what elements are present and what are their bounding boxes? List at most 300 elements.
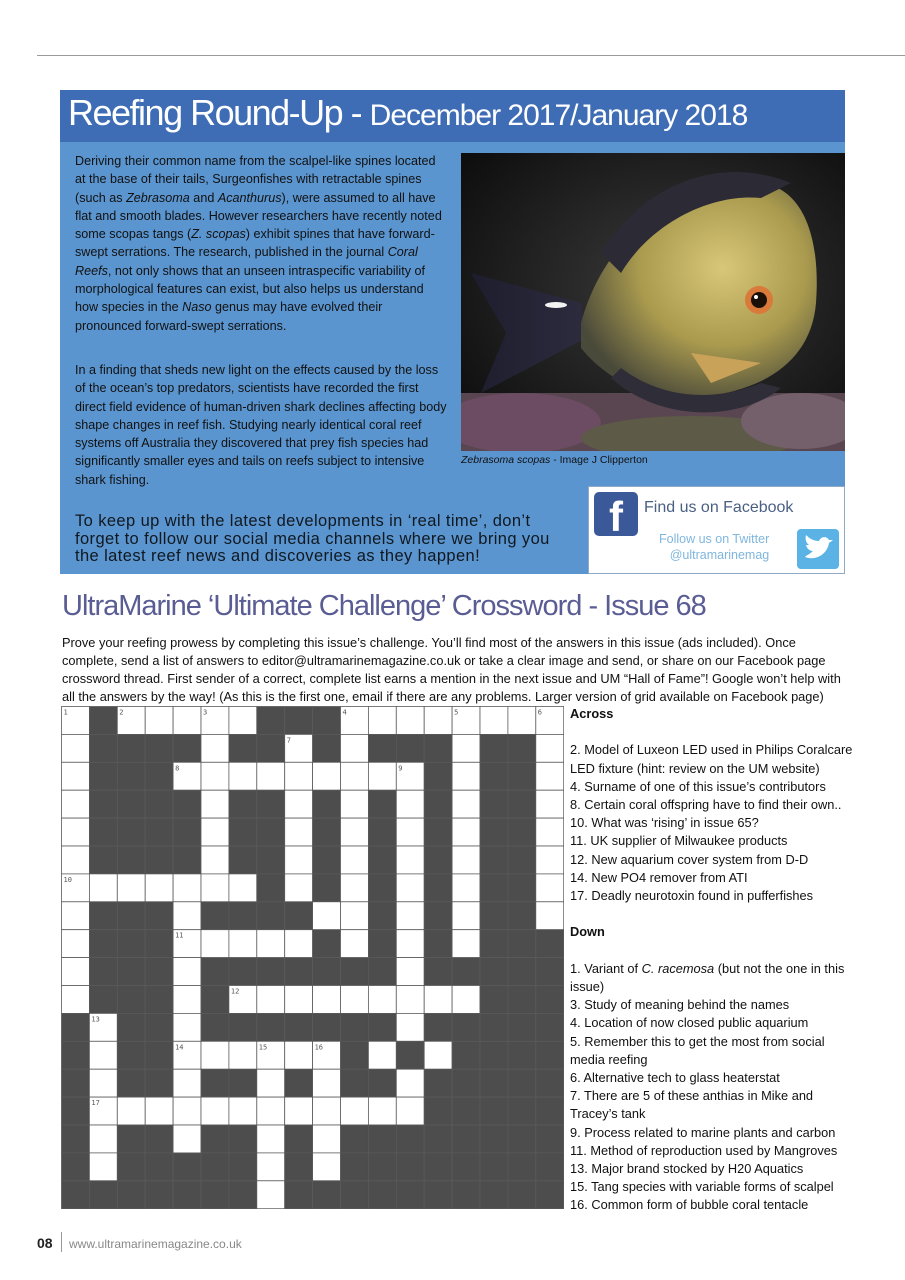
crossword-title: UltraMarine ‘Ultimate Challenge’ Crossword - Issue 68 [62,590,706,622]
grid-cell[interactable] [173,958,201,986]
grid-block [145,762,173,790]
grid-cell[interactable] [285,1097,313,1125]
grid-block [145,958,173,986]
grid-cell[interactable] [452,874,480,902]
grid-block [229,1013,257,1041]
grid-block [117,986,145,1014]
grid-cell[interactable] [396,986,424,1014]
grid-cell[interactable] [313,1097,341,1125]
across-clue: 8. Certain coral offspring have to find their own.. [570,797,842,812]
grid-cell[interactable] [201,1041,229,1069]
grid-cell[interactable] [89,1069,117,1097]
grid-block [145,1069,173,1097]
grid-block [424,1097,452,1125]
grid-cell[interactable] [62,846,90,874]
grid-block [89,902,117,930]
grid-block [89,930,117,958]
grid-block [424,958,452,986]
grid-block [313,818,341,846]
grid-block [62,1097,90,1125]
grid-block [117,958,145,986]
grid-block [508,930,536,958]
down-heading: Down [570,924,605,940]
grid-cell[interactable] [62,762,90,790]
grid-cell[interactable] [396,846,424,874]
grid-block [257,734,285,762]
grid-cell[interactable] [536,874,564,902]
caption-species: Zebrasoma scopas [461,454,551,466]
grid-cell[interactable] [173,1013,201,1041]
grid-cell[interactable] [257,930,285,958]
grid-block [536,1069,564,1097]
grid-block [285,1153,313,1181]
across-clue: 14. New PO4 remover from ATI [570,869,748,885]
roundup-paragraph-surgeonfish: Deriving their common name from the scalpel-like spines located at the base of their tails, Surgeonfishes with retractable spines (such as Zebrasoma and Acanthurus), were assumed to all have flat and smooth blades. However researchers have recently noted some scopas tangs (Z. scopas) exhibit spines that have forward-swept serrations. The research, published in the journal Coral Reefs, not only shows that an unseen intraspecific variability of morphological features can exist, but also helps us understand how species in the Naso genus may have evolved their pronounced forward-swept serrations. [75,154,442,333]
grid-block [89,846,117,874]
grid-block [368,846,396,874]
grid-block [424,818,452,846]
grid-block [536,1041,564,1069]
grid-block [396,1153,424,1181]
grid-block [145,986,173,1014]
grid-cell[interactable] [62,958,90,986]
grid-cell[interactable] [396,707,424,735]
grid-cell[interactable] [368,1041,396,1069]
grid-cell[interactable] [452,790,480,818]
grid-cell[interactable] [536,902,564,930]
grid-cell[interactable] [368,1097,396,1125]
grid-block [285,1013,313,1041]
grid-block [173,790,201,818]
grid-cell[interactable] [452,734,480,762]
grid-cell[interactable] [173,707,201,735]
grid-block [313,734,341,762]
grid-block [480,986,508,1014]
grid-cell[interactable] [257,1125,285,1153]
social-links-box[interactable] [588,486,845,574]
grid-cell[interactable] [89,874,117,902]
grid-block [424,1069,452,1097]
grid-cell[interactable] [396,1097,424,1125]
grid-cell[interactable] [285,762,313,790]
grid-block [480,1097,508,1125]
down-clue: 6. Alternative tech to glass heaterstat [570,1070,780,1086]
grid-block [341,1041,369,1069]
grid-block [201,1069,229,1097]
crossword-intro: Prove your reefing prowess by completing this issue’s challenge. You’ll find most of the answers in this issue (ads included). Once complete, send a list of answers to editor@ultramarinemagazine.co.uk or take a clear image and send, or share on our Facebook page crossword thread. First sender of a correct, complete list earns a mention in the next issue and UM “Hall of Fame”! Google won’t help with all the answers by the way! (As this is the first one, email if there are any problems. Larger version of grid available on Facebook page) [62,635,841,704]
grid-block [313,1013,341,1041]
grid-cell[interactable] [536,790,564,818]
grid-block [508,762,536,790]
roundup-title [68,92,747,134]
grid-cell[interactable] [257,1153,285,1181]
grid-block [201,958,229,986]
grid-block [536,1153,564,1181]
grid-block [396,734,424,762]
grid-cell[interactable] [508,707,536,735]
grid-cell[interactable] [62,734,90,762]
grid-clue-number: 5 [454,708,459,717]
grid-cell[interactable] [396,902,424,930]
grid-block [536,1097,564,1125]
grid-cell[interactable] [341,846,369,874]
roundup-title-text: Reefing Round-Up - [68,92,370,133]
grid-cell[interactable] [396,1013,424,1041]
grid-block [424,902,452,930]
grid-cell[interactable] [536,818,564,846]
grid-block [201,1181,229,1209]
twitter-follow-text: Follow us on Twitter [659,532,770,546]
down-clue: 9. Process related to marine plants and carbon [570,1124,836,1140]
grid-block [285,958,313,986]
grid-block [201,902,229,930]
grid-block [480,1181,508,1209]
grid-cell[interactable] [452,902,480,930]
grid-cell[interactable] [452,930,480,958]
grid-cell[interactable] [424,986,452,1014]
across-clue: 11. UK supplier of Milwaukee products [570,833,788,849]
grid-cell[interactable] [341,902,369,930]
grid-clue-number: 1 [63,708,68,717]
grid-cell[interactable] [452,986,480,1014]
down-clue-list [570,960,860,1215]
grid-block [424,930,452,958]
grid-block [173,1153,201,1181]
grid-block [89,1181,117,1209]
grid-block [480,930,508,958]
grid-block [480,1041,508,1069]
down-clue: 11. Method of reproduction used by Mangroves [570,1142,838,1158]
grid-block [117,1013,145,1041]
across-clue: 2. Model of Luxeon LED used in Philips Coralcare LED fixture (hint: review on the UM website) [570,742,853,776]
grid-cell[interactable] [341,762,369,790]
grid-block [368,1153,396,1181]
grid-block [508,958,536,986]
find-us-on-facebook[interactable]: Find us on Facebook [644,499,794,516]
grid-cell[interactable] [396,958,424,986]
grid-cell[interactable] [285,790,313,818]
grid-block [117,818,145,846]
grid-cell[interactable] [173,1097,201,1125]
grid-block [313,1181,341,1209]
down-clue: 4. Location of now closed public aquarium [570,1015,809,1031]
grid-block [508,986,536,1014]
grid-block [145,818,173,846]
grid-block [536,930,564,958]
grid-block [536,1125,564,1153]
grid-cell[interactable] [145,874,173,902]
grid-cell[interactable] [62,790,90,818]
grid-block [117,762,145,790]
grid-cell[interactable] [536,762,564,790]
grid-block [341,1013,369,1041]
grid-block [508,874,536,902]
grid-cell[interactable] [173,902,201,930]
grid-cell[interactable] [368,986,396,1014]
grid-block [368,930,396,958]
grid-cell[interactable] [62,986,90,1014]
grid-block [229,902,257,930]
grid-cell[interactable] [424,1041,452,1069]
grid-cell[interactable] [229,707,257,735]
grid-clue-number: 7 [286,736,291,745]
grid-block [117,1041,145,1069]
grid-cell[interactable] [257,762,285,790]
grid-cell[interactable] [452,762,480,790]
grid-block [89,734,117,762]
grid-cell[interactable] [229,874,257,902]
grid-cell[interactable] [173,1069,201,1097]
facebook-icon[interactable]: f [594,492,638,536]
grid-cell[interactable] [396,1069,424,1097]
grid-block [229,1069,257,1097]
twitter-follow[interactable] [659,531,769,563]
grid-block [452,1069,480,1097]
grid-cell[interactable] [173,1125,201,1153]
grid-block [145,734,173,762]
grid-cell[interactable] [89,1125,117,1153]
grid-block [313,874,341,902]
grid-clue-number: 12 [230,987,240,996]
grid-block [508,1013,536,1041]
grid-block [229,846,257,874]
grid-cell[interactable] [201,1097,229,1125]
grid-cell[interactable] [536,846,564,874]
grid-block [536,986,564,1014]
across-clue: 17. Deadly neurotoxin found in pufferfishes [570,888,814,904]
grid-cell[interactable] [201,874,229,902]
grid-block [424,734,452,762]
grid-cell[interactable] [536,734,564,762]
grid-cell[interactable] [285,818,313,846]
grid-cell[interactable] [173,986,201,1014]
grid-cell[interactable] [229,762,257,790]
down-clue: 16. Common form of bubble coral tentacle [570,1197,809,1213]
grid-block [424,762,452,790]
grid-cell[interactable] [62,930,90,958]
grid-cell[interactable] [145,707,173,735]
grid-block [368,818,396,846]
grid-block [480,790,508,818]
grid-block [145,1013,173,1041]
grid-cell[interactable] [145,1097,173,1125]
grid-block [257,707,285,735]
grid-cell[interactable] [117,874,145,902]
grid-cell[interactable] [229,1097,257,1125]
grid-cell[interactable] [201,818,229,846]
grid-cell[interactable] [313,986,341,1014]
grid-block [229,1153,257,1181]
roundup-header [60,90,845,142]
grid-block [480,1153,508,1181]
grid-cell[interactable] [313,1069,341,1097]
grid-cell[interactable] [201,734,229,762]
grid-cell[interactable] [89,1153,117,1181]
grid-cell[interactable] [257,1069,285,1097]
grid-cell[interactable] [201,846,229,874]
grid-cell[interactable] [285,1041,313,1069]
grid-block [368,1181,396,1209]
grid-block [257,818,285,846]
grid-clue-number: 4 [342,708,347,717]
grid-cell[interactable] [257,986,285,1014]
grid-clue-number: 17 [91,1099,100,1108]
across-clue-list [570,741,860,905]
photo-caption [461,454,648,466]
grid-cell[interactable] [341,734,369,762]
grid-block [396,1041,424,1069]
grid-block [173,846,201,874]
grid-block [62,1125,90,1153]
grid-block [452,1013,480,1041]
down-clue: 5. Remember this to get the most from social media reefing [570,1033,825,1067]
grid-cell[interactable] [341,790,369,818]
grid-cell[interactable] [62,818,90,846]
grid-cell[interactable] [396,874,424,902]
grid-cell[interactable] [341,1097,369,1125]
grid-cell[interactable] [313,762,341,790]
grid-cell[interactable] [396,818,424,846]
grid-block [117,930,145,958]
grid-block [257,958,285,986]
down-clue: 15. Tang species with variable forms of scalpel [570,1179,834,1195]
grid-block [508,902,536,930]
grid-clue-number: 2 [119,708,124,717]
twitter-handle: @ultramarinemag [669,548,770,562]
grid-block [89,762,117,790]
grid-cell[interactable] [229,1041,257,1069]
grid-cell[interactable] [313,1125,341,1153]
grid-cell[interactable] [341,874,369,902]
grid-block [452,1153,480,1181]
grid-block [257,1013,285,1041]
grid-block [62,1013,90,1041]
grid-cell[interactable] [341,930,369,958]
grid-block [341,1181,369,1209]
grid-block [117,734,145,762]
grid-cell[interactable] [368,762,396,790]
grid-block [480,1125,508,1153]
grid-block [173,1181,201,1209]
grid-block [201,1013,229,1041]
grid-block [145,1153,173,1181]
grid-block [508,790,536,818]
grid-cell[interactable] [452,846,480,874]
grid-cell[interactable] [229,930,257,958]
grid-cell[interactable] [285,874,313,902]
grid-cell[interactable] [62,902,90,930]
grid-block [117,846,145,874]
crossword-grid[interactable] [61,706,564,1209]
grid-cell[interactable] [341,986,369,1014]
grid-block [452,1097,480,1125]
grid-block [424,1013,452,1041]
grid-block [89,707,117,735]
grid-block [368,1125,396,1153]
grid-clue-number: 10 [63,875,72,884]
grid-block [341,1153,369,1181]
grid-block [480,818,508,846]
grid-block [341,1069,369,1097]
grid-cell[interactable] [285,986,313,1014]
grid-cell[interactable] [313,1153,341,1181]
grid-block [368,734,396,762]
grid-block [480,874,508,902]
grid-block [424,874,452,902]
grid-block [89,790,117,818]
grid-block [424,846,452,874]
roundup-paragraph-sharks: In a finding that sheds new light on the effects caused by the loss of the ocean’s top predators, scientists have recorded the first direct field evidence of human-driven shark declines affecting body shape changes in reef fish. Studying nearly identical coral reef systems off Australia they discovered that prey fish species had significantly smaller eyes and tails on reefs subject to intensive shark fishing. [75,363,447,487]
grid-block [424,1153,452,1181]
grid-block [480,762,508,790]
social-media-promo: To keep up with the latest developments in ‘real time’, don’t forget to follow our social media channels where we bring you the latest reef news and discoveries as they happen! [75,512,550,565]
grid-block [89,986,117,1014]
grid-block [508,1125,536,1153]
grid-block [145,1181,173,1209]
grid-cell[interactable] [89,1041,117,1069]
grid-cell[interactable] [201,790,229,818]
grid-block [257,790,285,818]
grid-cell[interactable] [424,707,452,735]
grid-block [257,846,285,874]
grid-block [229,1181,257,1209]
grid-cell[interactable] [257,1097,285,1125]
grid-block [62,1069,90,1097]
grid-cell[interactable] [396,790,424,818]
grid-block [173,734,201,762]
grid-cell[interactable] [201,930,229,958]
grid-cell[interactable] [313,902,341,930]
grid-block [480,1013,508,1041]
grid-block [117,1181,145,1209]
grid-block [452,1041,480,1069]
grid-clue-number: 14 [175,1043,184,1052]
grid-cell[interactable] [201,762,229,790]
grid-block [229,958,257,986]
grid-block [145,1041,173,1069]
grid-cell[interactable] [257,1181,285,1209]
grid-block [285,707,313,735]
grid-block [508,1097,536,1125]
grid-cell[interactable] [396,930,424,958]
grid-block [508,1041,536,1069]
grid-block [201,986,229,1014]
grid-cell[interactable] [480,707,508,735]
footer-url[interactable]: www.ultramarinemagazine.co.uk [69,1237,242,1251]
grid-block [285,1181,313,1209]
grid-cell[interactable] [452,818,480,846]
grid-block [313,958,341,986]
grid-block [508,818,536,846]
grid-cell[interactable] [368,707,396,735]
grid-block [536,1013,564,1041]
grid-block [396,1181,424,1209]
grid-clue-number: 3 [203,708,208,717]
grid-block [341,958,369,986]
grid-cell[interactable] [117,1097,145,1125]
twitter-bird-icon[interactable] [797,529,839,569]
grid-block [89,818,117,846]
grid-cell[interactable] [285,930,313,958]
grid-cell[interactable] [341,818,369,846]
footer-divider [61,1232,62,1252]
grid-block [145,930,173,958]
grid-cell[interactable] [285,846,313,874]
grid-block [117,790,145,818]
grid-block [508,734,536,762]
grid-block [424,1181,452,1209]
grid-cell[interactable] [173,874,201,902]
